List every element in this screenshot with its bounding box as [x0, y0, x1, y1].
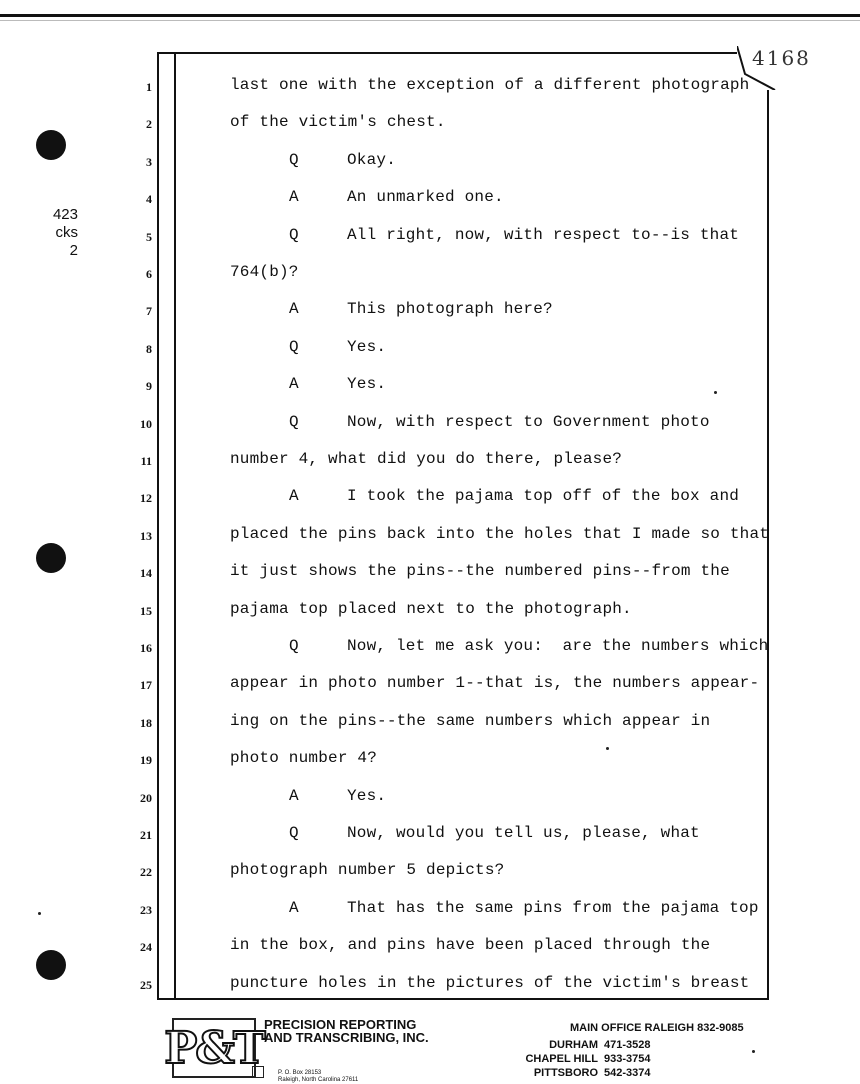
transcript-line: 764(b)? — [230, 263, 299, 281]
company-address-line1: P. O. Box 28153 — [278, 1070, 322, 1076]
office-row — [508, 1038, 651, 1052]
speaker-label: Q — [289, 413, 299, 431]
line-number: 9 — [146, 379, 152, 393]
line-number: 11 — [140, 454, 152, 468]
margin-note-line: 2 — [69, 242, 78, 259]
transcript-line: All right, now, with respect to--is that — [347, 226, 740, 244]
speck — [38, 912, 41, 915]
line-number-rule — [174, 52, 176, 1000]
line-number: 14 — [140, 566, 152, 580]
office-name: CHAPEL HILL — [525, 1053, 598, 1065]
transcript-line: Now, would you tell us, please, what — [347, 824, 700, 842]
transcript-line: it just shows the pins--the numbered pins--from the — [230, 562, 730, 580]
binder-hole-icon — [36, 543, 66, 573]
speaker-label: A — [289, 375, 299, 393]
speck — [714, 391, 717, 394]
top-rule — [0, 14, 860, 17]
transcript-line: Yes. — [347, 787, 387, 805]
speaker-label: Q — [289, 151, 299, 169]
line-number: 21 — [140, 828, 152, 842]
line-number: 20 — [140, 791, 152, 805]
footer-box-icon — [252, 1066, 264, 1078]
line-number: 22 — [140, 865, 152, 879]
office-phone: 471-3528 — [604, 1039, 651, 1051]
speaker-label: Q — [289, 637, 299, 655]
main-office: MAIN OFFICE RALEIGH 832-9085 — [570, 1022, 744, 1034]
line-number: 5 — [146, 230, 152, 244]
top-rule-thin — [0, 20, 860, 21]
transcript-line: photograph number 5 depicts? — [230, 861, 505, 879]
company-name-line1: PRECISION REPORTING — [264, 1017, 417, 1032]
office-row — [508, 1052, 651, 1066]
company-logo: P&T — [172, 1018, 256, 1078]
transcript-line: Now, with respect to Government photo — [347, 413, 710, 431]
line-number: 8 — [146, 342, 152, 356]
transcript-line: ing on the pins--the same numbers which appear in — [230, 712, 711, 730]
office-row — [508, 1066, 651, 1080]
margin-note-line: 423 — [52, 206, 78, 223]
speck — [606, 747, 609, 750]
speaker-label: Q — [289, 338, 299, 356]
line-number: 25 — [140, 978, 152, 992]
line-number: 3 — [146, 155, 152, 169]
speaker-label: A — [289, 188, 299, 206]
speck — [752, 1050, 755, 1053]
line-number: 23 — [140, 903, 152, 917]
office-name: PITTSBORO — [533, 1067, 598, 1079]
transcript-line: I took the pajama top off of the box and — [347, 487, 740, 505]
transcript-line: An unmarked one. — [347, 188, 504, 206]
line-number: 7 — [146, 304, 152, 318]
office-name: DURHAM — [549, 1039, 598, 1051]
line-number: 4 — [146, 192, 152, 206]
line-number: 17 — [140, 678, 152, 692]
line-number: 10 — [140, 417, 152, 431]
margin-note-line: cks — [55, 224, 78, 241]
transcript-line: Now, let me ask you: are the numbers which — [347, 637, 769, 655]
company-address-line2: Raleigh, North Carolina 27611 — [278, 1077, 359, 1083]
transcript-line: number 4, what did you do there, please? — [230, 450, 623, 468]
transcript-line: last one with the exception of a different photograph — [230, 76, 750, 94]
line-number: 1 — [146, 80, 152, 94]
company-address — [278, 1070, 429, 1084]
line-number: 15 — [140, 604, 152, 618]
line-number: 24 — [140, 940, 152, 954]
office-phone: 542-3374 — [604, 1067, 651, 1079]
line-number: 12 — [140, 491, 152, 505]
transcript-line: placed the pins back into the holes that I made so that — [230, 525, 770, 543]
margin-note — [52, 206, 78, 260]
line-number: 16 — [140, 641, 152, 655]
company-name-line2: AND TRANSCRIBING, INC. — [264, 1030, 429, 1045]
speaker-label: Q — [289, 226, 299, 244]
office-list — [508, 1038, 651, 1080]
speaker-label: A — [289, 899, 299, 917]
transcript-line: Okay. — [347, 151, 397, 169]
speaker-label: A — [289, 487, 299, 505]
transcript-line: Yes. — [347, 375, 387, 393]
line-number: 13 — [140, 529, 152, 543]
transcript-line: photo number 4? — [230, 749, 378, 767]
transcript-line: in the box, and pins have been placed through the — [230, 936, 711, 954]
line-number: 2 — [146, 117, 152, 131]
line-number: 6 — [146, 267, 152, 281]
transcript-line: of the victim's chest. — [230, 113, 446, 131]
binder-hole-icon — [36, 950, 66, 980]
speaker-label: A — [289, 787, 299, 805]
transcript-line: Yes. — [347, 338, 387, 356]
transcript-line: puncture holes in the pictures of the victim's breast — [230, 974, 750, 992]
transcript-line: pajama top placed next to the photograph. — [230, 600, 632, 618]
transcript-line: This photograph here? — [347, 300, 553, 318]
line-number: 19 — [140, 753, 152, 767]
company-name — [264, 1018, 429, 1084]
speaker-label: Q — [289, 824, 299, 842]
office-phone: 933-3754 — [604, 1053, 651, 1065]
speaker-label: A — [289, 300, 299, 318]
page-number: 4168 — [752, 46, 811, 70]
transcript-line: appear in photo number 1--that is, the numbers appear- — [230, 674, 760, 692]
binder-hole-icon — [36, 130, 66, 160]
transcript-line: That has the same pins from the pajama top — [347, 899, 759, 917]
line-number: 18 — [140, 716, 152, 730]
